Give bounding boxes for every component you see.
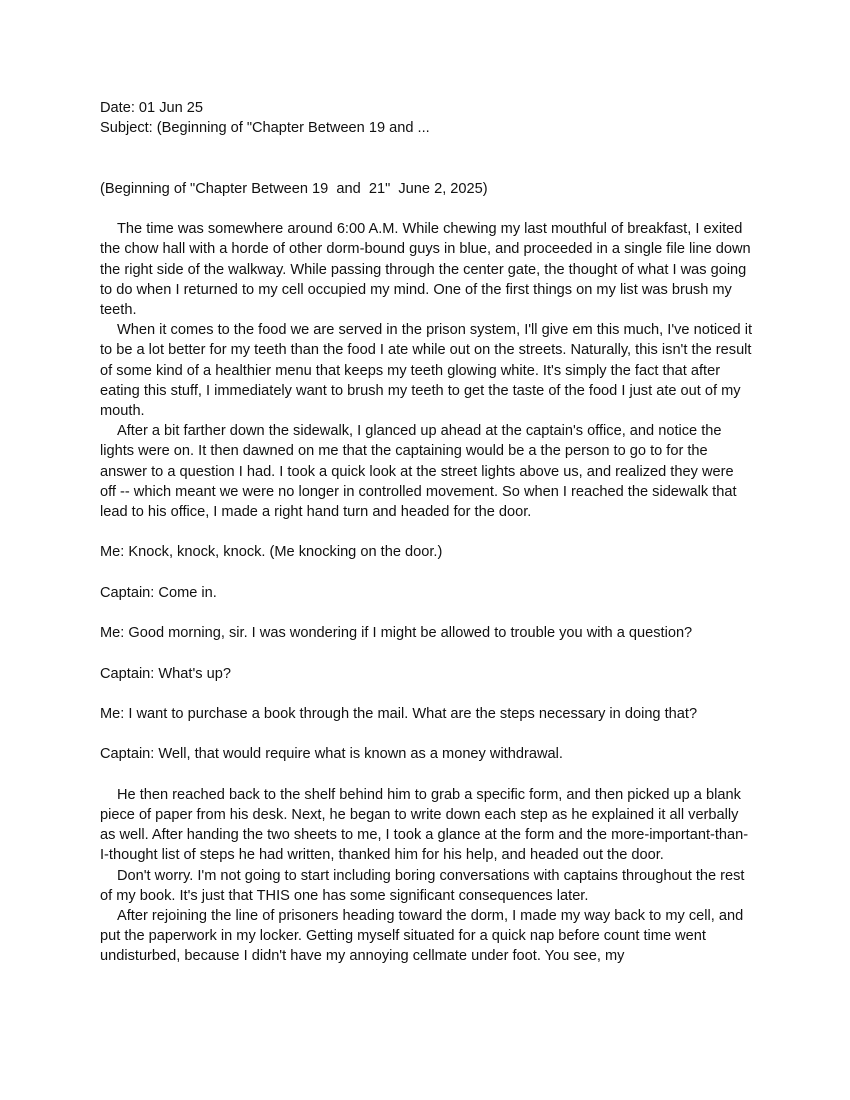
spacer	[100, 199, 752, 219]
spacer	[100, 684, 752, 704]
spacer	[100, 765, 752, 785]
dialogue-line: Captain: Well, that would require what is known as a money withdrawal.	[100, 746, 563, 763]
spacer	[100, 643, 752, 663]
spacer	[100, 522, 752, 542]
dialogue-line: Me: Knock, knock, knock. (Me knocking on the door.)	[100, 544, 443, 561]
dialogue-line: Me: Good morning, sir. I was wondering if I might be allowed to trouble you with a question?	[100, 625, 693, 642]
body-paragraph: When it comes to the food we are served in the prison system, I'll give em this much, I've noticed it to be a lot better for my teeth than the food I ate while out on the streets. Naturally, this isn't the result of some kind of a healthier menu that keeps my teeth glowing white. It's simply the fact that after eating this stuff, I immediately want to brush my teeth to get the taste of the food I just ate out of my mouth.	[100, 322, 753, 420]
body-paragraph: Don't worry. I'm not going to start including boring conversations with captains throughout the rest of my book. It's just that THIS one has some significant consequences later.	[100, 867, 745, 904]
body-paragraph: After a bit farther down the sidewalk, I glanced up ahead at the captain's office, and notice the lights were on. It then dawned on me that the captaining would be a the person to go to for the answer to a question I had. I took a quick look at the street lights above us, and realized they were off -- which meant we were no longer in controlled movement. So when I reached the sidewalk that lead to his office, I made a right hand turn and headed for the door.	[100, 423, 737, 521]
dialogue-line: Captain: What's up?	[100, 665, 231, 682]
body-paragraph: The time was somewhere around 6:00 A.M. While chewing my last mouthful of breakfast, I exited the chow hall with a horde of other dorm-bound guys in blue, and proceeded in a single file line down the right side of the walkway. While passing through the center gate, the thought of what I was going to do when I returned to my cell occupied my mind. One of the first things on my list was brush my teeth.	[100, 221, 751, 318]
subject-line: Subject: (Beginning of "Chapter Between 19 and ...	[100, 120, 430, 137]
date-line: Date: 01 Jun 25	[100, 100, 204, 116]
spacer	[100, 138, 752, 178]
spacer	[100, 603, 752, 623]
dialogue-line: Captain: Come in.	[100, 584, 217, 601]
body-paragraph: He then reached back to the shelf behind him to grab a specific form, and then picked up a blank piece of paper from his desk. Next, he began to write down each step as he explained it all verbally as well. After handing the two sheets to me, I took a glance at the form and the more-important-than-I-thought list of steps he had written, thanked him for his help, and headed out the door.	[100, 786, 749, 864]
chapter-heading: (Beginning of "Chapter Between 19 and 21" June 2, 2025)	[100, 180, 488, 197]
spacer	[100, 724, 752, 744]
document-page	[100, 98, 752, 967]
body-paragraph: After rejoining the line of prisoners heading toward the dorm, I made my way back to my cell, and put the paperwork in my locker. Getting myself situated for a quick nap before count time went undisturbed, because I didn't have my annoying cellmate under foot. You see, my	[100, 907, 744, 965]
dialogue-line: Me: I want to purchase a book through the mail. What are the steps necessary in doing that?	[100, 705, 698, 722]
spacer	[100, 563, 752, 583]
